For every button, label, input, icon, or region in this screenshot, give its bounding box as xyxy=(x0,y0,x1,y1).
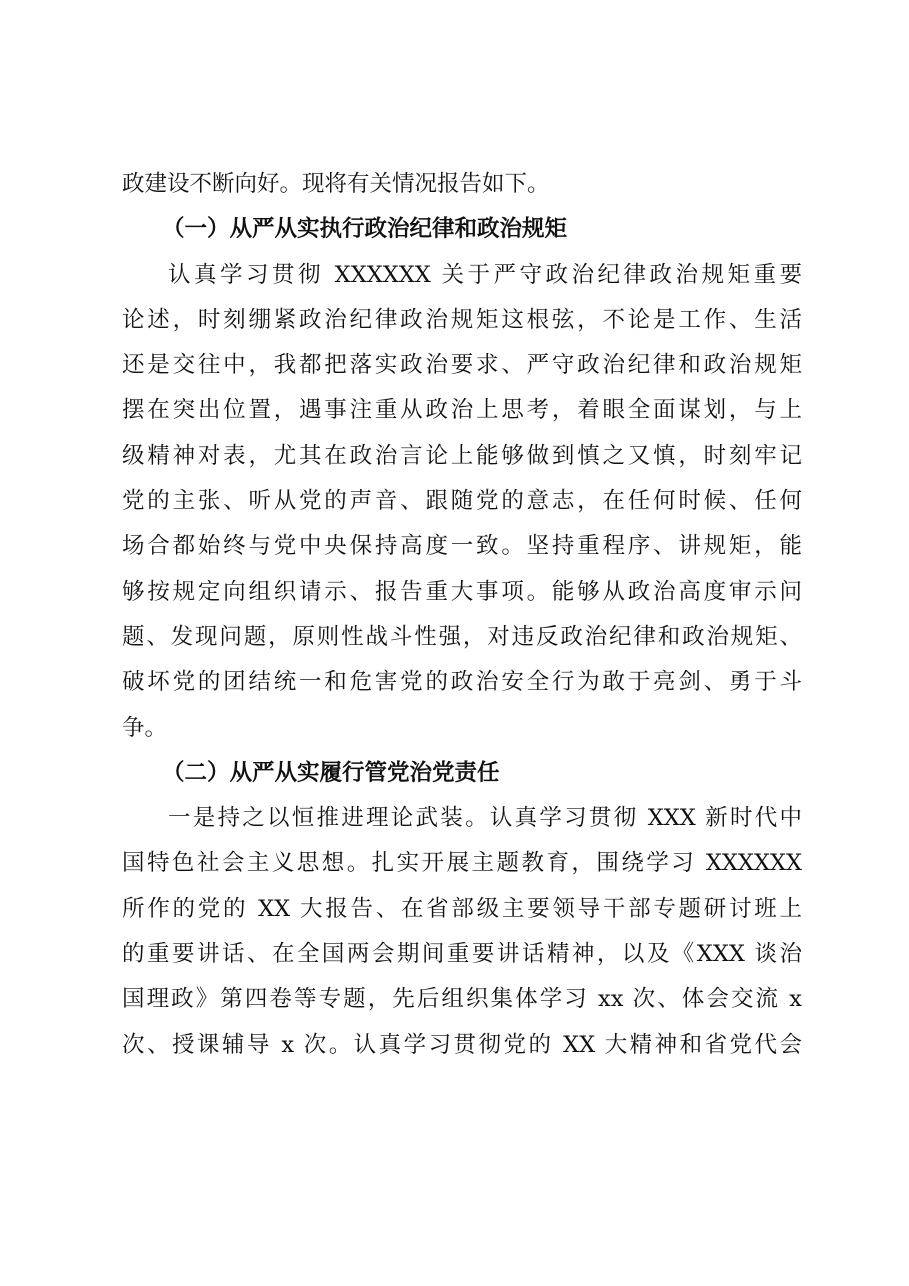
paragraph-line: 争。 xyxy=(122,714,168,741)
paragraph-line: 认真学习贯彻 XXXXXX 关于严守政治纪律政治规矩重要 xyxy=(168,261,802,288)
section-heading-2: （二）从严从实履行管党治党责任 xyxy=(162,759,500,786)
paragraph-line: 所作的党的 XX 大报告、在省部级主要领导干部专题研讨班上 xyxy=(122,895,802,922)
paragraph-line: 够按规定向组织请示、报告重大事项。能够从政治高度审示问 xyxy=(122,578,802,605)
paragraph-line: 国特色社会主义思想。扎实开展主题教育，围绕学习 XXXXXX xyxy=(122,850,802,877)
paragraph-line: 场合都始终与党中央保持高度一致。坚持重程序、讲规矩，能 xyxy=(122,533,802,560)
paragraph-line: 论述，时刻绷紧政治纪律政治规矩这根弦，不论是工作、生活 xyxy=(122,306,802,333)
paragraph-line: 还是交往中，我都把落实政治要求、严守政治纪律和政治规矩 xyxy=(122,352,802,379)
paragraph-line: 党的主张、听从党的声音、跟随党的意志，在任何时候、任何 xyxy=(122,488,802,515)
paragraph-line: 的重要讲话、在全国两会期间重要讲话精神，以及《XXX 谈治 xyxy=(122,941,802,968)
paragraph-line: 级精神对表，尤其在政治言论上能够做到慎之又慎，时刻牢记 xyxy=(122,442,802,469)
paragraph-line: 题、发现问题，原则性战斗性强，对违反政治纪律和政治规矩、 xyxy=(122,623,802,650)
section-heading-1: （一）从严从实执行政治纪律和政治规矩 xyxy=(162,216,568,243)
paragraph-line: 次、授课辅导 x 次。认真学习贯彻党的 XX 大精神和省党代会 xyxy=(122,1031,802,1058)
paragraph-line: 国理政》第四卷等专题，先后组织集体学习 xx 次、体会交流 x xyxy=(122,986,802,1013)
paragraph-line: 摆在突出位置，遇事注重从政治上思考，着眼全面谋划，与上 xyxy=(122,397,802,424)
document-body xyxy=(122,162,802,1068)
paragraph-line: 破坏党的团结统一和危害党的政治安全行为敢于亮剑、勇于斗 xyxy=(122,669,802,696)
paragraph-line: 政建设不断向好。现将有关情况报告如下。 xyxy=(122,171,550,197)
paragraph-line: 一是持之以恒推进理论武装。认真学习贯彻 XXX 新时代中 xyxy=(168,805,802,832)
